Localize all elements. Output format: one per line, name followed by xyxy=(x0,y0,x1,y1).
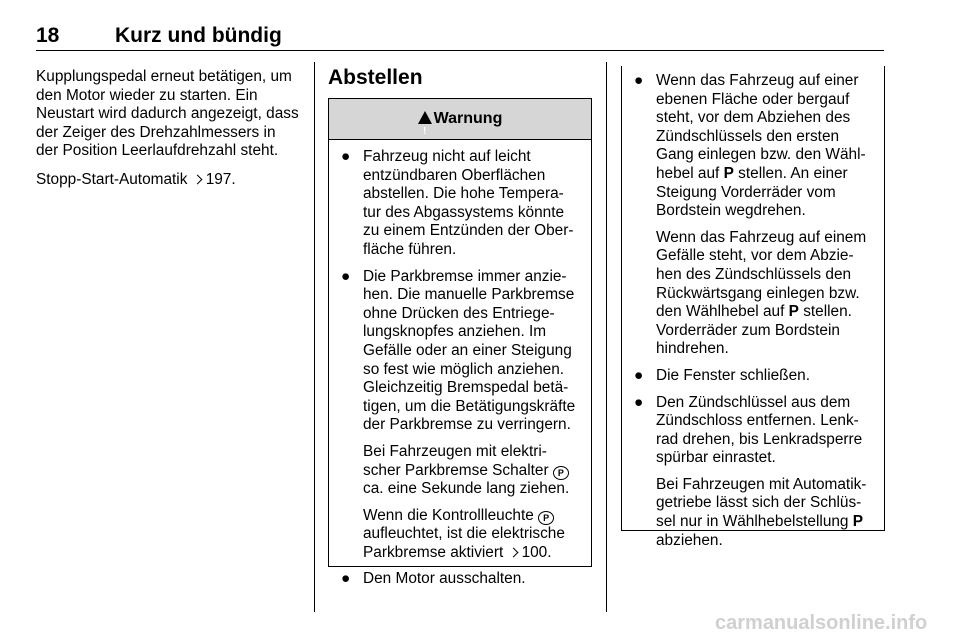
reference-page[interactable]: 100. xyxy=(521,543,552,561)
text: Wenn die Kontrollleuchte xyxy=(363,506,534,524)
bullet-icon: ● xyxy=(634,366,644,384)
reference-text: Stopp-Start-Automatik xyxy=(36,170,188,188)
list-item xyxy=(632,394,874,551)
section-title: Abstellen xyxy=(328,66,423,89)
text: aufleuchtet, ist die elektrische Parkbremse aktiviert xyxy=(363,525,565,561)
gear-position: P xyxy=(852,513,864,531)
warning-header xyxy=(329,98,591,140)
text: stellen. Vorderräder zum Bordstein hindrehen. xyxy=(656,303,852,358)
list-item xyxy=(339,570,581,589)
list-item-text: Den Zündschlüssel aus dem Zündschloss entfernen. Lenk-rad drehen, bis Lenkradsperre spürbar einrastet. xyxy=(656,393,863,467)
text: abziehen. xyxy=(656,531,723,549)
list-item-subparagraph xyxy=(656,476,874,550)
bullet-icon: ● xyxy=(634,72,644,89)
bullet-icon: ● xyxy=(341,570,351,588)
bullet-icon: ● xyxy=(634,393,644,411)
warning-box xyxy=(328,98,592,588)
text: Wenn das Fahrzeug auf einer ebenen Fläche oder bergauf steht, vor dem Abziehen des Zündschlüssels den ersten Gang einlegen bzw. den Wähl-hebel auf xyxy=(656,72,866,182)
page-number: 18 xyxy=(36,24,60,47)
list-item-subparagraph xyxy=(656,229,874,359)
instructions-box xyxy=(621,66,885,549)
text: ca. eine Sekunde lang ziehen. xyxy=(363,480,570,498)
parking-brake-icon: P xyxy=(538,511,554,525)
page-reference-arrow-icon xyxy=(192,175,202,185)
list-item-text: Die Parkbremse immer anzie-hen. Die manuelle Parkbremse ohne Drücken des Entriege-lungsknopfes anziehen. Im Gefälle oder an einer Steigung so fest wie möglich anziehen. Gleichzeitig Bremspedal betä-tigen, um die Betätigungskräfte der Parkbremse zu verringern. xyxy=(363,267,576,434)
column-1 xyxy=(36,68,301,200)
text: Bei Fahrzeugen mit Automatik-getriebe lässt sich der Schlüs-sel nur in Wählhebelstellung xyxy=(656,475,867,531)
list-item xyxy=(339,268,581,563)
list-item-text: Den Motor ausschalten. xyxy=(363,570,526,588)
warning-label: Warnung xyxy=(433,110,503,127)
reference-page[interactable]: 197. xyxy=(205,170,236,188)
gear-position: P xyxy=(723,164,734,182)
text: Bei Fahrzeugen mit elektri-scher Parkbremse Schalter xyxy=(363,442,549,479)
watermark: carmanualsonline.info xyxy=(715,612,928,634)
column-divider xyxy=(314,62,315,612)
warning-triangle-icon xyxy=(418,111,432,124)
list-item-text: Die Fenster schließen. xyxy=(656,366,810,384)
paragraph: Kupplungspedal erneut betätigen, um den Motor wieder zu starten. Ein Neustart wird dadurch angezeigt, dass der Zeiger des Drehzahlmessers in der Position Leerlaufdrehzahl steht. xyxy=(36,68,299,160)
page-header xyxy=(36,24,884,51)
list-item-subparagraph xyxy=(363,443,581,499)
column-divider xyxy=(606,62,607,612)
text: stellen. An einer Steigung Vorderräder vom Bordstein wegdrehen. xyxy=(656,164,848,220)
list-item-subparagraph xyxy=(363,507,581,563)
list-item xyxy=(632,72,874,359)
page-title: Kurz und bündig xyxy=(115,24,282,47)
page-reference-arrow-icon xyxy=(508,547,518,557)
bullet-icon: ● xyxy=(341,267,351,285)
list-item-text xyxy=(656,72,874,221)
list-item xyxy=(339,148,581,260)
gear-position: P xyxy=(788,303,799,321)
text: Wenn das Fahrzeug auf einem Gefälle steht, vor dem Abzie-hen des Zündschlüssels den Rückwärtsgang einlegen bzw. den Wählhebel auf xyxy=(656,228,867,321)
list-item-text: Fahrzeug nicht auf leicht entzündbaren Oberflächen abstellen. Die hohe Tempera-tur des Abgassystems könnte zu einem Entzünden der Ober-fläche führen. xyxy=(363,148,574,258)
parking-brake-icon: P xyxy=(553,466,569,480)
list-item xyxy=(632,367,874,386)
bullet-icon: ● xyxy=(341,148,351,165)
paragraph-reference xyxy=(36,171,301,190)
